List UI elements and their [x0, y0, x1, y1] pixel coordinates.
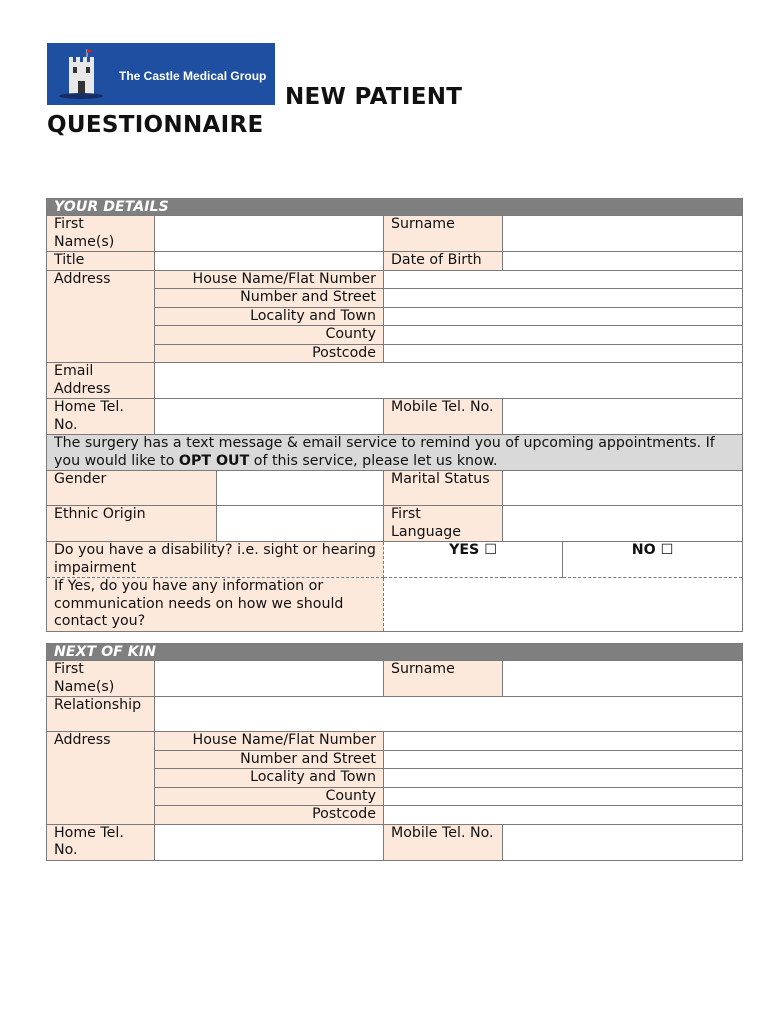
next-of-kin-table: [46, 643, 743, 861]
county-label: County: [155, 326, 384, 345]
county-field[interactable]: [384, 326, 743, 345]
postcode-label: Postcode: [155, 344, 384, 363]
nok-relationship-label: Relationship: [47, 697, 155, 732]
nok-county-label: County: [155, 787, 384, 806]
nok-house-label: House Name/Flat Number: [155, 732, 384, 751]
nok-first-names-label: First Name(s): [47, 661, 155, 697]
nok-postcode-field[interactable]: [384, 806, 743, 825]
nok-street-label: Number and Street: [155, 750, 384, 769]
nok-locality-label: Locality and Town: [155, 769, 384, 788]
surname-field[interactable]: [503, 216, 743, 252]
mobile-tel-label: Mobile Tel. No.: [384, 399, 503, 435]
notice-text: The surgery has a text message & email service to remind you of upcoming appointments. If you would like to: [54, 435, 715, 469]
title-field[interactable]: [155, 252, 384, 271]
nok-home-tel-field[interactable]: [155, 824, 384, 860]
gender-field[interactable]: [217, 471, 384, 506]
notice-text-end: of this service, please let us know.: [249, 452, 498, 469]
dob-field[interactable]: [503, 252, 743, 271]
marital-field[interactable]: [503, 471, 743, 506]
gender-label: Gender: [47, 471, 217, 506]
nok-mobile-tel-field[interactable]: [503, 824, 743, 860]
dob-label: Date of Birth: [384, 252, 503, 271]
email-field[interactable]: [155, 363, 743, 399]
nok-county-field[interactable]: [384, 787, 743, 806]
communication-needs-field[interactable]: [384, 578, 743, 632]
ethnic-label: Ethnic Origin: [47, 506, 217, 542]
castle-medical-logo: [47, 43, 275, 105]
first-names-field[interactable]: [155, 216, 384, 252]
home-tel-label: Home Tel. No.: [47, 399, 155, 435]
nok-street-field[interactable]: [384, 750, 743, 769]
mobile-tel-field[interactable]: [503, 399, 743, 435]
text-reminder-notice: [47, 435, 743, 471]
nok-surname-field[interactable]: [503, 661, 743, 697]
disability-question: Do you have a disability? i.e. sight or hearing impairment: [47, 542, 384, 578]
ethnic-field[interactable]: [217, 506, 384, 542]
nok-address-label: Address: [47, 732, 155, 825]
locality-field[interactable]: [384, 307, 743, 326]
castle-icon: [47, 43, 117, 105]
first-language-field[interactable]: [503, 506, 743, 542]
first-names-label: First Name(s): [47, 216, 155, 252]
first-language-label: First Language: [384, 506, 503, 542]
yes-checkbox[interactable]: YES ☐: [384, 542, 563, 578]
nok-surname-label: Surname: [384, 661, 503, 697]
locality-label: Locality and Town: [155, 307, 384, 326]
nok-locality-field[interactable]: [384, 769, 743, 788]
page-title-line2: QUESTIONNAIRE: [47, 112, 264, 138]
next-of-kin-heading: NEXT OF KIN: [47, 644, 743, 661]
nok-relationship-field[interactable]: [155, 697, 743, 732]
no-checkbox[interactable]: NO ☐: [563, 542, 743, 578]
your-details-table: [46, 198, 743, 632]
house-field[interactable]: [384, 270, 743, 289]
street-label: Number and Street: [155, 289, 384, 308]
page-title-line1: NEW PATIENT: [285, 84, 463, 110]
your-details-heading: YOUR DETAILS: [47, 199, 743, 216]
postcode-field[interactable]: [384, 344, 743, 363]
logo-text: The Castle Medical Group: [119, 69, 267, 83]
house-label: House Name/Flat Number: [155, 270, 384, 289]
home-tel-field[interactable]: [155, 399, 384, 435]
nok-mobile-tel-label: Mobile Tel. No.: [384, 824, 503, 860]
nok-postcode-label: Postcode: [155, 806, 384, 825]
marital-label: Marital Status: [384, 471, 503, 506]
nok-first-names-field[interactable]: [155, 661, 384, 697]
nok-house-field[interactable]: [384, 732, 743, 751]
surname-label: Surname: [384, 216, 503, 252]
title-label: Title: [47, 252, 155, 271]
section-header: [47, 644, 743, 661]
address-label: Address: [47, 270, 155, 363]
communication-needs-question: If Yes, do you have any information or communication needs on how we should contact you?: [47, 578, 384, 632]
nok-home-tel-label: Home Tel. No.: [47, 824, 155, 860]
opt-out-text: OPT OUT: [178, 452, 250, 469]
email-label: Email Address: [47, 363, 155, 399]
street-field[interactable]: [384, 289, 743, 308]
section-header: [47, 199, 743, 216]
